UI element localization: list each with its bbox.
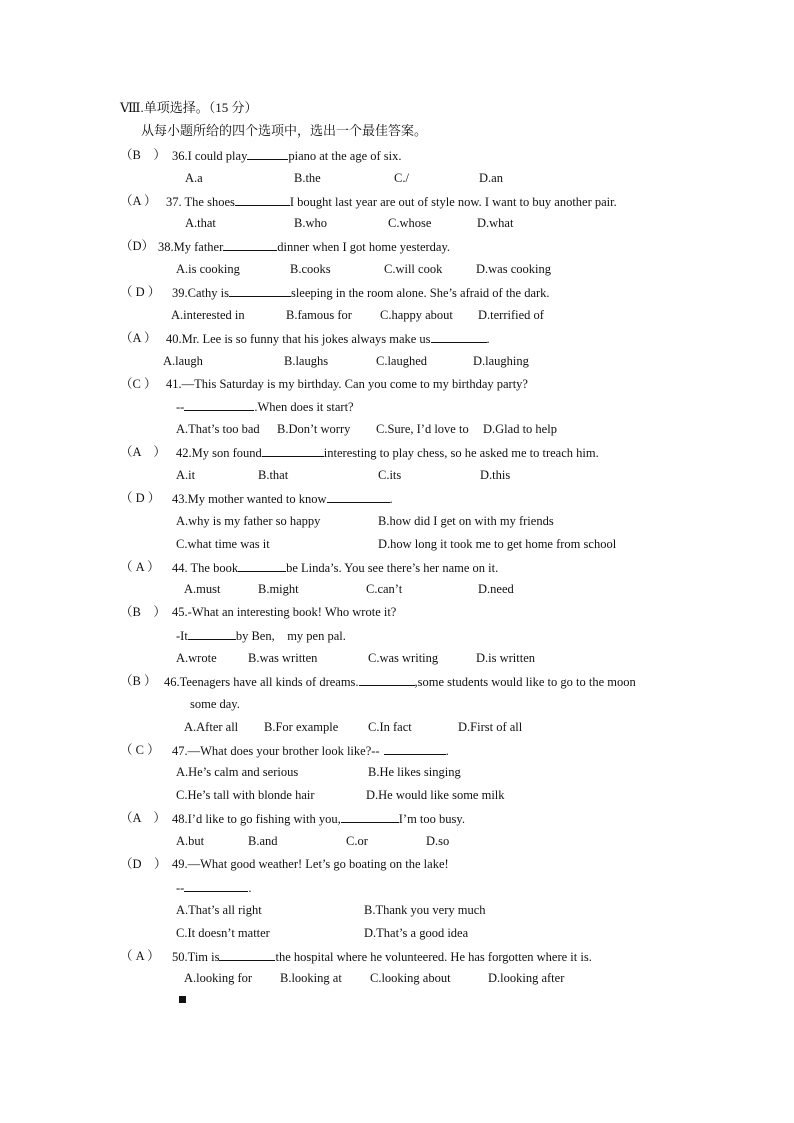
option-a: A.that <box>185 216 216 230</box>
option-c: C.was writing <box>368 651 439 665</box>
question-stem: 45.-What an interesting book! Who wrote it? <box>172 605 397 619</box>
answer-mark: （ D ） <box>120 491 161 505</box>
option-b: B.He likes singing <box>368 765 461 779</box>
option-b: B.For example <box>264 720 339 734</box>
option-d: D.so <box>426 834 450 848</box>
answer-mark: （ C ） <box>120 743 160 757</box>
question-stem: 36.I could play piano at the age of six. <box>172 149 402 163</box>
answer-mark: （ D ） <box>120 285 161 299</box>
option-a: A.interested in <box>171 308 245 322</box>
question-stem: 50.Tim is the hospital where he volunteered. He has forgotten where it is. <box>172 950 592 964</box>
option-a: A.why is my father so happy <box>176 514 321 528</box>
answer-blank <box>341 810 399 823</box>
answer-mark: （B ） <box>120 148 166 162</box>
answer-blank <box>262 444 324 457</box>
option-d: D.is written <box>476 651 536 665</box>
answer-blank <box>327 490 390 503</box>
option-b: B.was written <box>248 651 318 665</box>
option-a: A.it <box>176 468 196 482</box>
option-c: C.He’s tall with blonde hair <box>176 788 315 802</box>
answer-mark: （B ） <box>120 674 157 688</box>
option-d: D.an <box>479 171 503 185</box>
option-a: A.That’s too bad <box>176 422 260 436</box>
option-a: A.laugh <box>163 354 203 368</box>
question-stem: 43.My mother wanted to know . <box>172 492 393 506</box>
question-stem: 37. The shoes I bought last year are out of style now. I want to buy another pair. <box>166 195 617 209</box>
option-a: A.is cooking <box>176 262 240 276</box>
option-c: C.It doesn’t matter <box>176 926 270 940</box>
option-a: A.a <box>185 171 203 185</box>
answer-blank <box>238 559 286 572</box>
answer-mark: （ A ） <box>120 949 160 963</box>
question-stem: 49.—What good weather! Let’s go boating on the lake! <box>172 857 449 871</box>
option-c: C.what time was it <box>176 537 270 551</box>
option-a: A.That’s all right <box>176 903 262 917</box>
option-d: D.Glad to help <box>483 422 557 436</box>
option-b: B.might <box>258 582 299 596</box>
answer-blank <box>219 948 275 961</box>
option-c: C.can’t <box>366 582 403 596</box>
option-b: B.cooks <box>290 262 331 276</box>
option-a: A.must <box>184 582 221 596</box>
question-stem: 38.My father dinner when I got home yesterday. <box>158 240 451 254</box>
option-a: A.looking for <box>184 971 253 985</box>
answer-mark: （A ） <box>120 194 157 208</box>
option-d: D.He would like some milk <box>366 788 505 802</box>
answer-blank <box>223 238 277 251</box>
question-stem: 39.Cathy is sleeping in the room alone. She’s afraid of the dark. <box>172 286 550 300</box>
option-b: B.and <box>248 834 278 848</box>
option-c: C.its <box>378 468 402 482</box>
question-stem: 47.—What does your brother look like?-- . <box>172 744 449 758</box>
option-d: D.laughing <box>473 354 529 368</box>
answer-blank <box>184 398 254 411</box>
option-d: D.how long it took me to get home from school <box>378 537 617 551</box>
option-b: B.how did I get on with my friends <box>378 514 554 528</box>
option-d: D.terrified of <box>478 308 544 322</box>
answer-blank <box>247 147 288 160</box>
option-b: B.the <box>294 171 321 185</box>
option-b: B.Don’t worry <box>277 422 351 436</box>
option-d: D.was cooking <box>476 262 551 276</box>
option-b: B.famous for <box>286 308 352 322</box>
answer-mark: （A ） <box>120 445 166 459</box>
option-a: A.He’s calm and serious <box>176 765 299 779</box>
answer-blank <box>235 193 290 206</box>
question-stem-line2: -It by Ben, my pen pal. <box>176 629 346 643</box>
question-stem: 44. The book be Linda’s. You see there’s her name on it. <box>172 561 499 575</box>
question-stem: 41.—This Saturday is my birthday. Can you come to my birthday party? <box>166 377 528 391</box>
answer-blank <box>188 627 236 640</box>
option-d: D.this <box>480 468 511 482</box>
answer-blank <box>184 879 248 892</box>
answer-mark: （A ） <box>120 331 157 345</box>
option-c: C.whose <box>388 216 432 230</box>
answer-blank <box>359 673 415 686</box>
answer-mark: （C ） <box>120 377 157 391</box>
question-stem: 40.Mr. Lee is so funny that his jokes always make us . <box>166 332 490 346</box>
question-stem: 48.I’d like to go fishing with you, I’m too busy. <box>172 812 465 826</box>
option-c: C.happy about <box>380 308 453 322</box>
question-stem: 46.Teenagers have all kinds of dreams. ,some students would like to go to the moon <box>164 675 636 689</box>
section-instruction: 从每小题所给的四个选项中，选出一个最佳答案。 <box>141 123 428 138</box>
answer-blank <box>229 284 291 297</box>
option-b: B.who <box>294 216 327 230</box>
section-title: Ⅷ.单项选择。（15 分） <box>120 100 258 115</box>
option-b: B.that <box>258 468 289 482</box>
option-a: A.After all <box>184 720 239 734</box>
option-b: B.laughs <box>284 354 329 368</box>
option-c: C.looking about <box>370 971 451 985</box>
option-c: C.will cook <box>384 262 443 276</box>
option-d: D.need <box>478 582 514 596</box>
option-d: D.First of all <box>458 720 523 734</box>
answer-mark: （A ） <box>120 811 166 825</box>
option-b: B.looking at <box>280 971 342 985</box>
answer-mark: （D ） <box>120 857 167 871</box>
option-d: D.That’s a good idea <box>364 926 469 940</box>
question-stem: 42.My son found interesting to play chess, so he asked me to treach him. <box>176 446 599 460</box>
question-stem-line2: -- .When does it start? <box>176 400 354 414</box>
option-a: A.wrote <box>176 651 217 665</box>
option-b: B.Thank you very much <box>364 903 486 917</box>
answer-mark: （D） <box>120 239 155 253</box>
question-stem-line2: -- . <box>176 881 252 895</box>
option-c: C.In fact <box>368 720 412 734</box>
question-stem-line2: some day. <box>190 697 240 711</box>
answer-mark: （B ） <box>120 605 166 619</box>
option-d: D.looking after <box>488 971 565 985</box>
option-a: A.but <box>176 834 205 848</box>
option-c: C.Sure, I’d love to <box>376 422 469 436</box>
option-c: C./ <box>394 171 409 185</box>
option-c: C.laughed <box>376 354 428 368</box>
option-d: D.what <box>477 216 514 230</box>
answer-blank <box>431 330 487 343</box>
answer-mark: （ A ） <box>120 560 160 574</box>
answer-blank <box>384 742 446 755</box>
option-c: C.or <box>346 834 368 848</box>
paragraph-mark-square <box>179 996 186 1003</box>
